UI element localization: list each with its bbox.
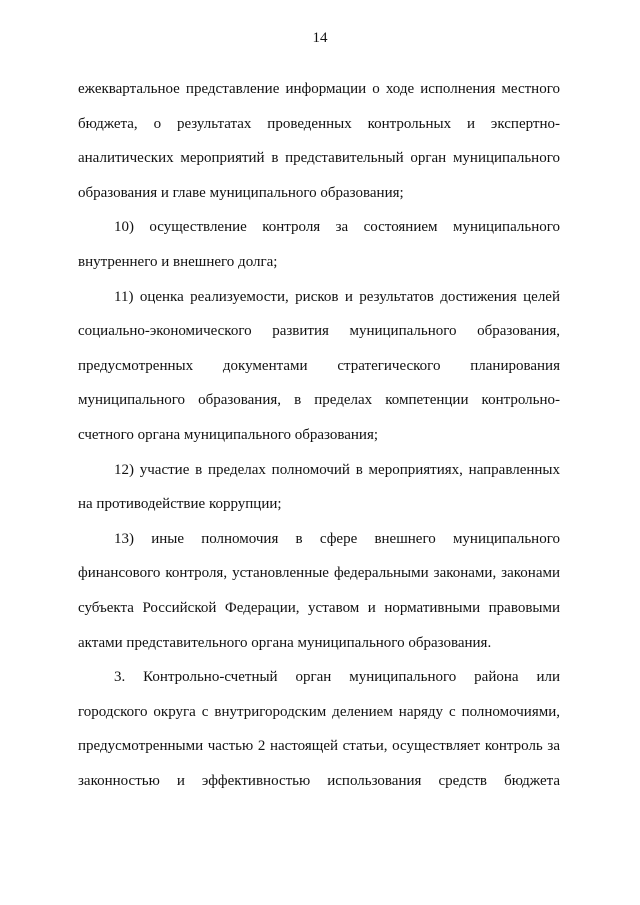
text-line: муниципального образования, в пределах компетенции контрольно- xyxy=(78,392,560,409)
paragraph-item-10 xyxy=(78,210,560,279)
text-line: 3. Контрольно-счетный орган муниципального района или xyxy=(114,669,560,686)
text-line: ежеквартальное представление информации о ходе исполнения местного xyxy=(78,81,560,97)
text-line: внутреннего и внешнего долга; xyxy=(78,253,278,270)
text-line: предусмотренных документами стратегического планирования xyxy=(78,357,560,374)
text-line: 11) оценка реализуемости, рисков и результатов достижения целей xyxy=(114,288,560,305)
text-line: на противодействие коррупции; xyxy=(78,496,282,513)
text-line: бюджета, о результатах проведенных контрольных и экспертно- xyxy=(78,115,560,132)
text-line: образования и главе муниципального образования; xyxy=(78,184,404,201)
text-line: актами представительного органа муниципального образования. xyxy=(78,634,492,651)
text-line: 13) иные полномочия в сфере внешнего муниципального xyxy=(114,530,560,547)
document-body xyxy=(78,72,560,798)
text-line: счетного органа муниципального образования; xyxy=(78,426,379,443)
paragraph-item-11 xyxy=(78,280,560,453)
text-line: предусмотренными частью 2 настоящей статьи, осуществляет контроль за xyxy=(78,738,560,755)
text-line: городского округа с внутригородским делением наряду с полномочиями, xyxy=(78,703,560,720)
paragraph-continuation xyxy=(78,72,560,210)
text-line: финансового контроля, установленные федеральными законами, законами xyxy=(78,565,560,582)
paragraph-item-13 xyxy=(78,522,560,660)
page-number: 14 xyxy=(312,30,328,46)
text-line: 12) участие в пределах полномочий в мероприятиях, направленных xyxy=(114,461,560,478)
paragraph-section-3 xyxy=(78,660,560,798)
paragraph-item-12 xyxy=(78,453,560,522)
text-line: социально-экономического развития муниципального образования, xyxy=(78,323,560,340)
text-line: законностью и эффективностью использования средств бюджета xyxy=(78,772,560,789)
text-line: аналитических мероприятий в представительный орган муниципального xyxy=(78,150,560,167)
text-line: субъекта Российской Федерации, уставом и нормативными правовыми xyxy=(78,599,560,616)
text-line: 10) осуществление контроля за состоянием муниципального xyxy=(114,219,560,236)
